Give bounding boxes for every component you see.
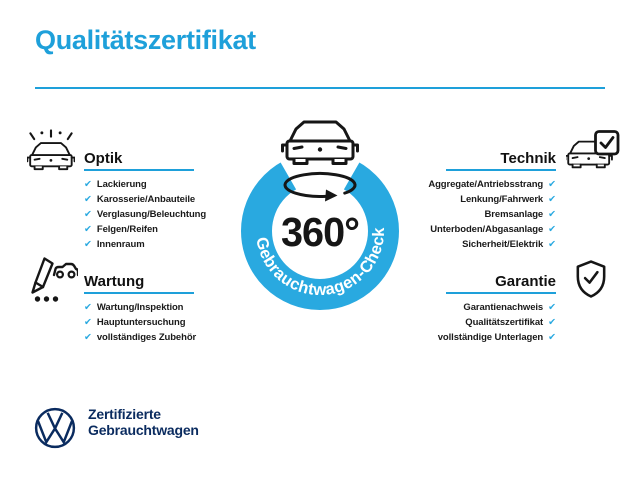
checklist-item-label: Hauptuntersuchung <box>96 317 186 328</box>
checklist-item-label: Sicherheit/Elektrik <box>462 239 544 250</box>
page-title: Qualitätszertifikat <box>35 25 256 55</box>
checklist-item <box>84 207 206 222</box>
check-icon: ✔ <box>548 178 556 190</box>
check-icon: ✔ <box>84 238 92 250</box>
checklist-item-label: Garantienachweis <box>463 302 544 313</box>
checklist-item <box>84 315 196 330</box>
ring-label: Gebrauchtwagen-Check <box>252 227 389 300</box>
check-icon: ✔ <box>84 208 92 220</box>
360-check-badge <box>230 115 410 320</box>
degree-label: 360° <box>281 209 359 255</box>
checklist-item <box>438 330 556 345</box>
checklist-item <box>84 300 196 315</box>
checklist-item-label: Innenraum <box>96 239 145 250</box>
checklist-item <box>84 222 206 237</box>
wartung-checklist <box>84 300 196 345</box>
checklist-item-label: Bremsanlage <box>484 209 544 220</box>
checklist-item-label: Karosserie/Anbauteile <box>96 194 196 205</box>
brand-line-2: Gebrauchtwagen <box>88 422 199 438</box>
check-icon: ✔ <box>84 316 92 328</box>
check-icon: ✔ <box>84 223 92 235</box>
technik-checklist <box>428 177 556 252</box>
section-underline-wartung <box>84 292 194 294</box>
checklist-item-label: Wartung/Inspektion <box>96 302 184 313</box>
checklist-item-label: Lenkung/Fahrwerk <box>460 194 544 205</box>
check-icon: ✔ <box>548 193 556 205</box>
checklist-item-label: Unterboden/Abgasanlage <box>430 224 544 235</box>
checklist-item <box>465 315 556 330</box>
sparkling-car-icon <box>27 128 75 178</box>
section-underline-technik <box>446 169 556 171</box>
checklist-item-label: vollständige Unterlagen <box>437 332 544 343</box>
brand-wordmark <box>88 406 199 438</box>
checklist-item <box>430 222 556 237</box>
section-underline-optik <box>84 169 194 171</box>
checklist-item <box>485 207 556 222</box>
garantie-checklist <box>438 300 556 345</box>
car-inspection-checkbox-icon <box>566 130 620 180</box>
check-icon: ✔ <box>548 208 556 220</box>
section-title-optik: Optik <box>84 150 123 167</box>
section-underline-garantie <box>446 292 556 294</box>
checklist-item <box>84 192 206 207</box>
check-icon: ✔ <box>84 301 92 313</box>
check-icon: ✔ <box>84 331 92 343</box>
header-divider <box>35 87 605 89</box>
check-icon: ✔ <box>548 301 556 313</box>
vw-logo <box>33 406 77 450</box>
check-icon: ✔ <box>548 331 556 343</box>
section-title-technik: Technik <box>500 150 556 167</box>
checklist-item-label: Aggregate/Antriebsstrang <box>428 179 544 190</box>
section-title-wartung: Wartung <box>84 273 145 290</box>
check-icon: ✔ <box>548 223 556 235</box>
checklist-item <box>84 237 206 252</box>
brand-line-1: Zertifizierte <box>88 406 161 422</box>
section-title-garantie: Garantie <box>495 273 556 290</box>
checklist-item <box>463 300 556 315</box>
checklist-item <box>84 330 196 345</box>
checklist-item <box>84 177 206 192</box>
checklist-item <box>460 192 556 207</box>
checklist-item-label: Felgen/Reifen <box>96 224 158 235</box>
checklist-item-label: Verglasung/Beleuchtung <box>96 209 207 220</box>
check-icon: ✔ <box>84 193 92 205</box>
checklist-item-label: Qualitätszertifikat <box>465 317 544 328</box>
checklist-item-label: vollständiges Zubehör <box>96 332 197 343</box>
checklist-item-label: Lackierung <box>96 179 147 190</box>
check-icon: ✔ <box>84 178 92 190</box>
shield-check-icon <box>574 259 608 299</box>
checklist-item <box>462 237 556 252</box>
check-icon: ✔ <box>548 238 556 250</box>
check-icon: ✔ <box>548 316 556 328</box>
checklist-item <box>428 177 556 192</box>
optik-checklist <box>84 177 206 252</box>
service-checklist-icon <box>26 256 78 306</box>
